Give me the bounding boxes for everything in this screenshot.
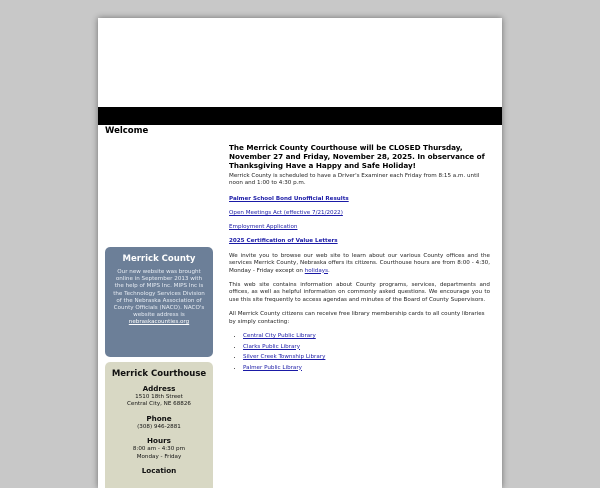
list-item — [243, 342, 490, 353]
hours-line-2: Monday - Friday — [136, 453, 182, 460]
naco-website-link[interactable]: nebraskacounties.org — [128, 319, 190, 326]
intro-paragraph — [229, 253, 490, 275]
phone-heading: Phone — [146, 413, 172, 423]
address-line-1: 1510 18th Street — [135, 394, 183, 400]
library-link-palmer[interactable]: Palmer Public Library — [243, 364, 302, 371]
intro-text: We invite you to browse our web site to learn about our various County offices and the services Merrick County, Nebraska offers its citizens. Courthouse hours are from 8:00 - 4:30, Monday - Friday except on — [229, 252, 490, 274]
bond-results-link[interactable]: Palmer School Bond Unofficial Results — [229, 195, 349, 202]
main-content — [229, 143, 490, 373]
drivers-exam-notice: Merrick County is scheduled to have a Driver's Examiner each Friday from 8:15 a.m. until noon and 1:00 to 4:30 p.m. — [229, 173, 480, 187]
list-item — [243, 352, 490, 363]
hours-line-1: 8:00 am - 4:30 pm — [132, 446, 186, 453]
list-item — [243, 363, 490, 374]
library-paragraph: All Merrick County citizens can receive free library membership cards to all county libraries by simply contacting: — [229, 311, 485, 325]
library-link-silver-creek[interactable]: Silver Creek Township Library — [243, 354, 326, 361]
header-banner — [98, 18, 502, 107]
page-container — [98, 18, 502, 488]
phone-number: (308) 946-2881 — [137, 423, 181, 430]
library-link-central-city[interactable]: Central City Public Library — [243, 333, 316, 340]
open-meetings-link[interactable]: Open Meetings Act (effective 7/21/2022) — [229, 209, 343, 216]
certification-letters-link[interactable]: 2025 Certification of Value Letters — [229, 237, 338, 244]
library-list — [229, 331, 490, 373]
address-line-2: Central City, NE 68826 — [127, 401, 191, 408]
list-item — [243, 331, 490, 342]
merrick-county-info-box — [105, 247, 213, 357]
hours-heading: Hours — [147, 436, 171, 446]
courthouse-info-box — [105, 362, 213, 488]
welcome-heading: Welcome — [105, 126, 149, 136]
intro-end: . — [328, 267, 330, 274]
address-heading: Address — [142, 384, 176, 393]
location-heading: Location — [141, 466, 177, 476]
navigation-bar — [98, 107, 502, 125]
info-paragraph: This web site contains information about County programs, services, departments and offices, as well as helpful information on commonly asked questions. We encourage you to use this site frequently to access agendas and minutes of the Board of County Supervisors. — [229, 282, 490, 303]
closure-alert: The Merrick County Courthouse will be CLOSED Thursday, November 27 and Friday, November 28, 2025. In observance of Thanksgiving Have a Happy and Safe Holiday! — [229, 143, 485, 170]
employment-application-link[interactable]: Employment Application — [229, 223, 298, 230]
merrick-box-text: Our new website was brought online in September 2013 with the help of MIPS Inc. MIPS Inc is the Technology Services Division of the Nebraska Association of County Officials (NACO). NACO's website address is — [113, 269, 205, 319]
merrick-box-title: Merrick County — [122, 254, 196, 264]
holidays-link[interactable]: holidays — [304, 267, 329, 274]
merrick-box-body — [105, 269, 213, 327]
courthouse-box-title: Merrick Courthouse — [111, 369, 207, 379]
library-link-clarks[interactable]: Clarks Public Library — [243, 343, 301, 350]
